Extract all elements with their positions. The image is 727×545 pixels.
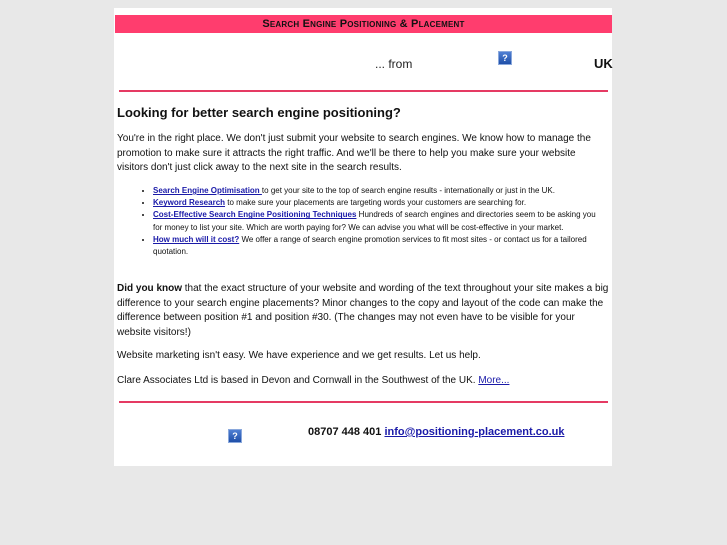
intro-paragraph: You're in the right place. We don't just submit your website to search engines. We know how to manage the promotion to make sure it attracts the right traffic. And we'll be there to help you make sure your website visitors don't just click away to the next site in the search results. [117,133,591,173]
footer-contact [308,426,564,438]
marketing-paragraph: Website marketing isn't easy. We have experience and we get results. Let us help. [117,350,481,361]
cost-effective-techniques-link[interactable]: Cost-Effective Search Engine Positioning Techniques [153,210,357,220]
region-label: UK [594,56,613,71]
more-link[interactable]: More... [478,375,510,386]
did-you-know-text: that the exact structure of your website and wording of the text throughout your site makes a big difference to your search engine placements? Minor changes to the copy and layout of the code can make the difference between position #1 and position #30. (The changes may not even have to be visible for your website visitors!) [117,283,609,338]
about-text: Clare Associates Ltd is based in Devon and Cornwall in the Southwest of the UK. [117,375,479,386]
keyword-research-link[interactable]: Keyword Research [153,198,226,208]
help-icon[interactable]: ? [498,51,512,65]
list-item-text: to get your site to the top of search engine results - internationally or just in the UK. [261,186,555,195]
page-banner-title: Search Engine Positioning & Placement [115,15,612,33]
page-container [114,8,612,466]
list-item-text: Hundreds of search engines and directories seem to be asking you for money to list your site. Which are worth paying for? We can advise you what will be cost-effective in your market. [153,210,596,232]
page-heading: Looking for better search engine positioning? [117,105,401,120]
list-item [153,234,605,258]
phone-number: 08707 448 401 [308,426,385,438]
divider-top [119,90,608,92]
seo-link[interactable]: Search Engine Optimisation [153,186,262,195]
list-item [153,209,605,233]
services-list [117,185,605,258]
cost-link[interactable]: How much will it cost? [153,234,240,244]
divider-bottom [119,401,608,403]
from-text: ... from [375,57,413,71]
list-item-text: to make sure your placements are targeting words your customers are searching for. [225,198,527,208]
did-you-know-label: Did you know [117,283,182,294]
list-item [153,197,605,209]
list-item [153,185,605,197]
about-paragraph [117,374,609,389]
help-icon[interactable]: ? [228,429,242,443]
did-you-know-paragraph [117,282,609,340]
email-link[interactable]: info@positioning-placement.co.uk [384,426,565,438]
list-item-text: We offer a range of search engine promotion services to fit most sites - or contact us for a tailored quotation. [153,234,587,257]
